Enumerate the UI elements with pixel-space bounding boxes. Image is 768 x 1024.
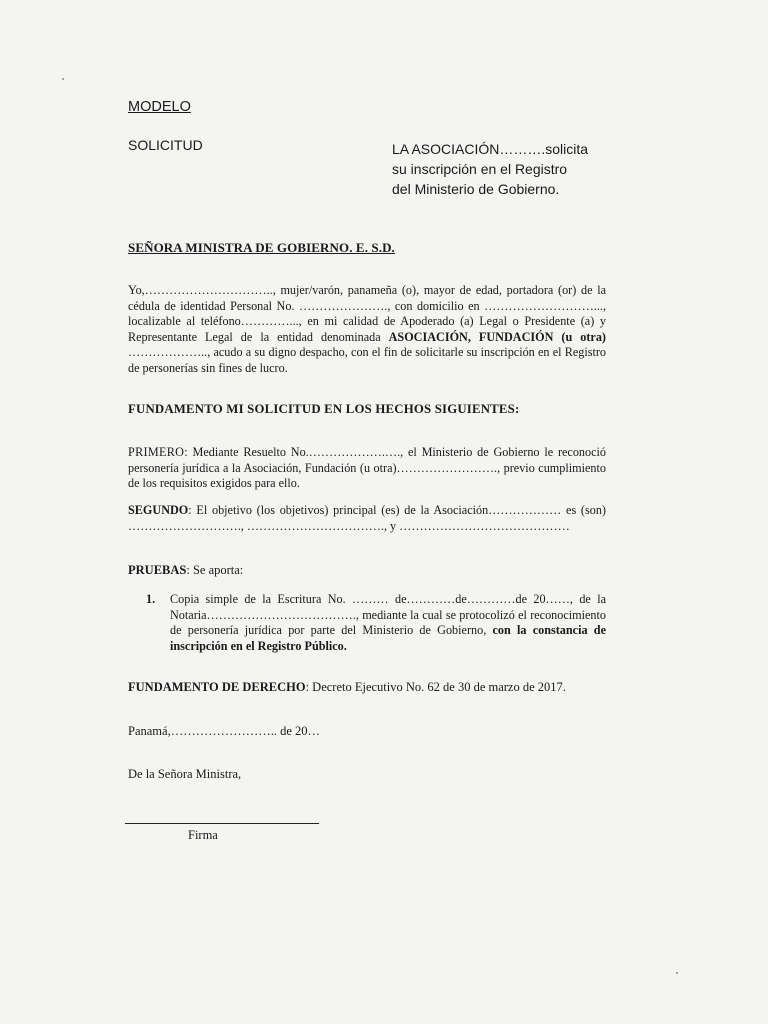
intro-entity-type: ASOCIACIÓN, FUNDACIÓN (u otra) xyxy=(388,329,606,344)
asociacion-line: del Ministerio de Gobierno. xyxy=(392,181,560,197)
item-text xyxy=(170,592,606,654)
pruebas-text: : Se aporta: xyxy=(186,563,244,577)
list-item xyxy=(146,592,606,654)
intro-text-1: Yo,………………………….., mujer/varón, panameña (o), mayor de edad, portadora (or) de la cédula de identidad Personal No. …………………., con domicilio en ………………………..., localizable al teléfono…………..., en mi calidad de Apoderado (a) Legal o Presidente (a) y Representante Legal de la entidad denominada xyxy=(128,283,606,344)
segundo-label: SEGUNDO xyxy=(128,503,189,517)
salutation: SEÑORA MINISTRA DE GOBIERNO. E. S.D. xyxy=(128,240,395,255)
scan-speck xyxy=(676,972,678,974)
segundo-paragraph xyxy=(128,503,606,534)
scan-speck xyxy=(62,78,64,80)
fundamento-heading: FUNDAMENTO MI SOLICITUD EN LOS HECHOS SIGUIENTES: xyxy=(128,402,520,416)
item-number: 1. xyxy=(146,592,156,606)
asociacion-line: su inscripción en el Registro xyxy=(392,161,568,177)
closing-line: De la Señora Ministra, xyxy=(128,767,242,781)
signature-label: Firma xyxy=(188,828,218,842)
asociacion-line: LA ASOCIACIÓN……….solicita xyxy=(392,141,589,157)
intro-paragraph xyxy=(128,283,606,377)
signature-line xyxy=(125,823,319,824)
pruebas-label: PRUEBAS xyxy=(128,563,187,577)
derecho-text: : Decreto Ejecutivo No. 62 de 30 de marzo de 2017. xyxy=(305,680,566,694)
derecho-line xyxy=(128,680,566,695)
modelo-heading: MODELO xyxy=(128,99,191,115)
asociacion-block xyxy=(392,139,588,199)
place-date-line: Panamá,…………………….. de 20… xyxy=(128,724,320,738)
primero-label: PRIMERO xyxy=(128,445,185,459)
primero-paragraph xyxy=(128,445,606,492)
derecho-label: FUNDAMENTO DE DERECHO xyxy=(128,680,306,694)
item-text-bold: con la constancia de inscripción en el Registro Público. xyxy=(170,623,606,653)
primero-text: : Mediante Resuelto No.……………….…., el Ministerio de Gobierno le reconoció personería jurídica a la Asociación, Fundación (u otra)……………………., previo cumplimiento de los requisitos exigidos para ello. xyxy=(128,445,606,491)
segundo-text: : El objetivo (los objetivos) principal (es) de la Asociación……………… es (son) ………………………., ……………………………., y …………………………………… xyxy=(128,503,606,533)
intro-text-2: ……………….., acudo a su digno despacho, con el fin de solicitarle su inscripción en el Registro de personerías sin fines de lucro. xyxy=(128,345,606,375)
solicitud-label: SOLICITUD xyxy=(128,137,203,153)
pruebas-line xyxy=(128,563,243,578)
item-text-plain: Copia simple de la Escritura No. ……… de…………de…………de 20……, de la Notaria………………………………., mediante la cual se protocolizó el reconocimiento de personería jurídica por parte del Ministerio de Gobierno, xyxy=(170,592,606,638)
